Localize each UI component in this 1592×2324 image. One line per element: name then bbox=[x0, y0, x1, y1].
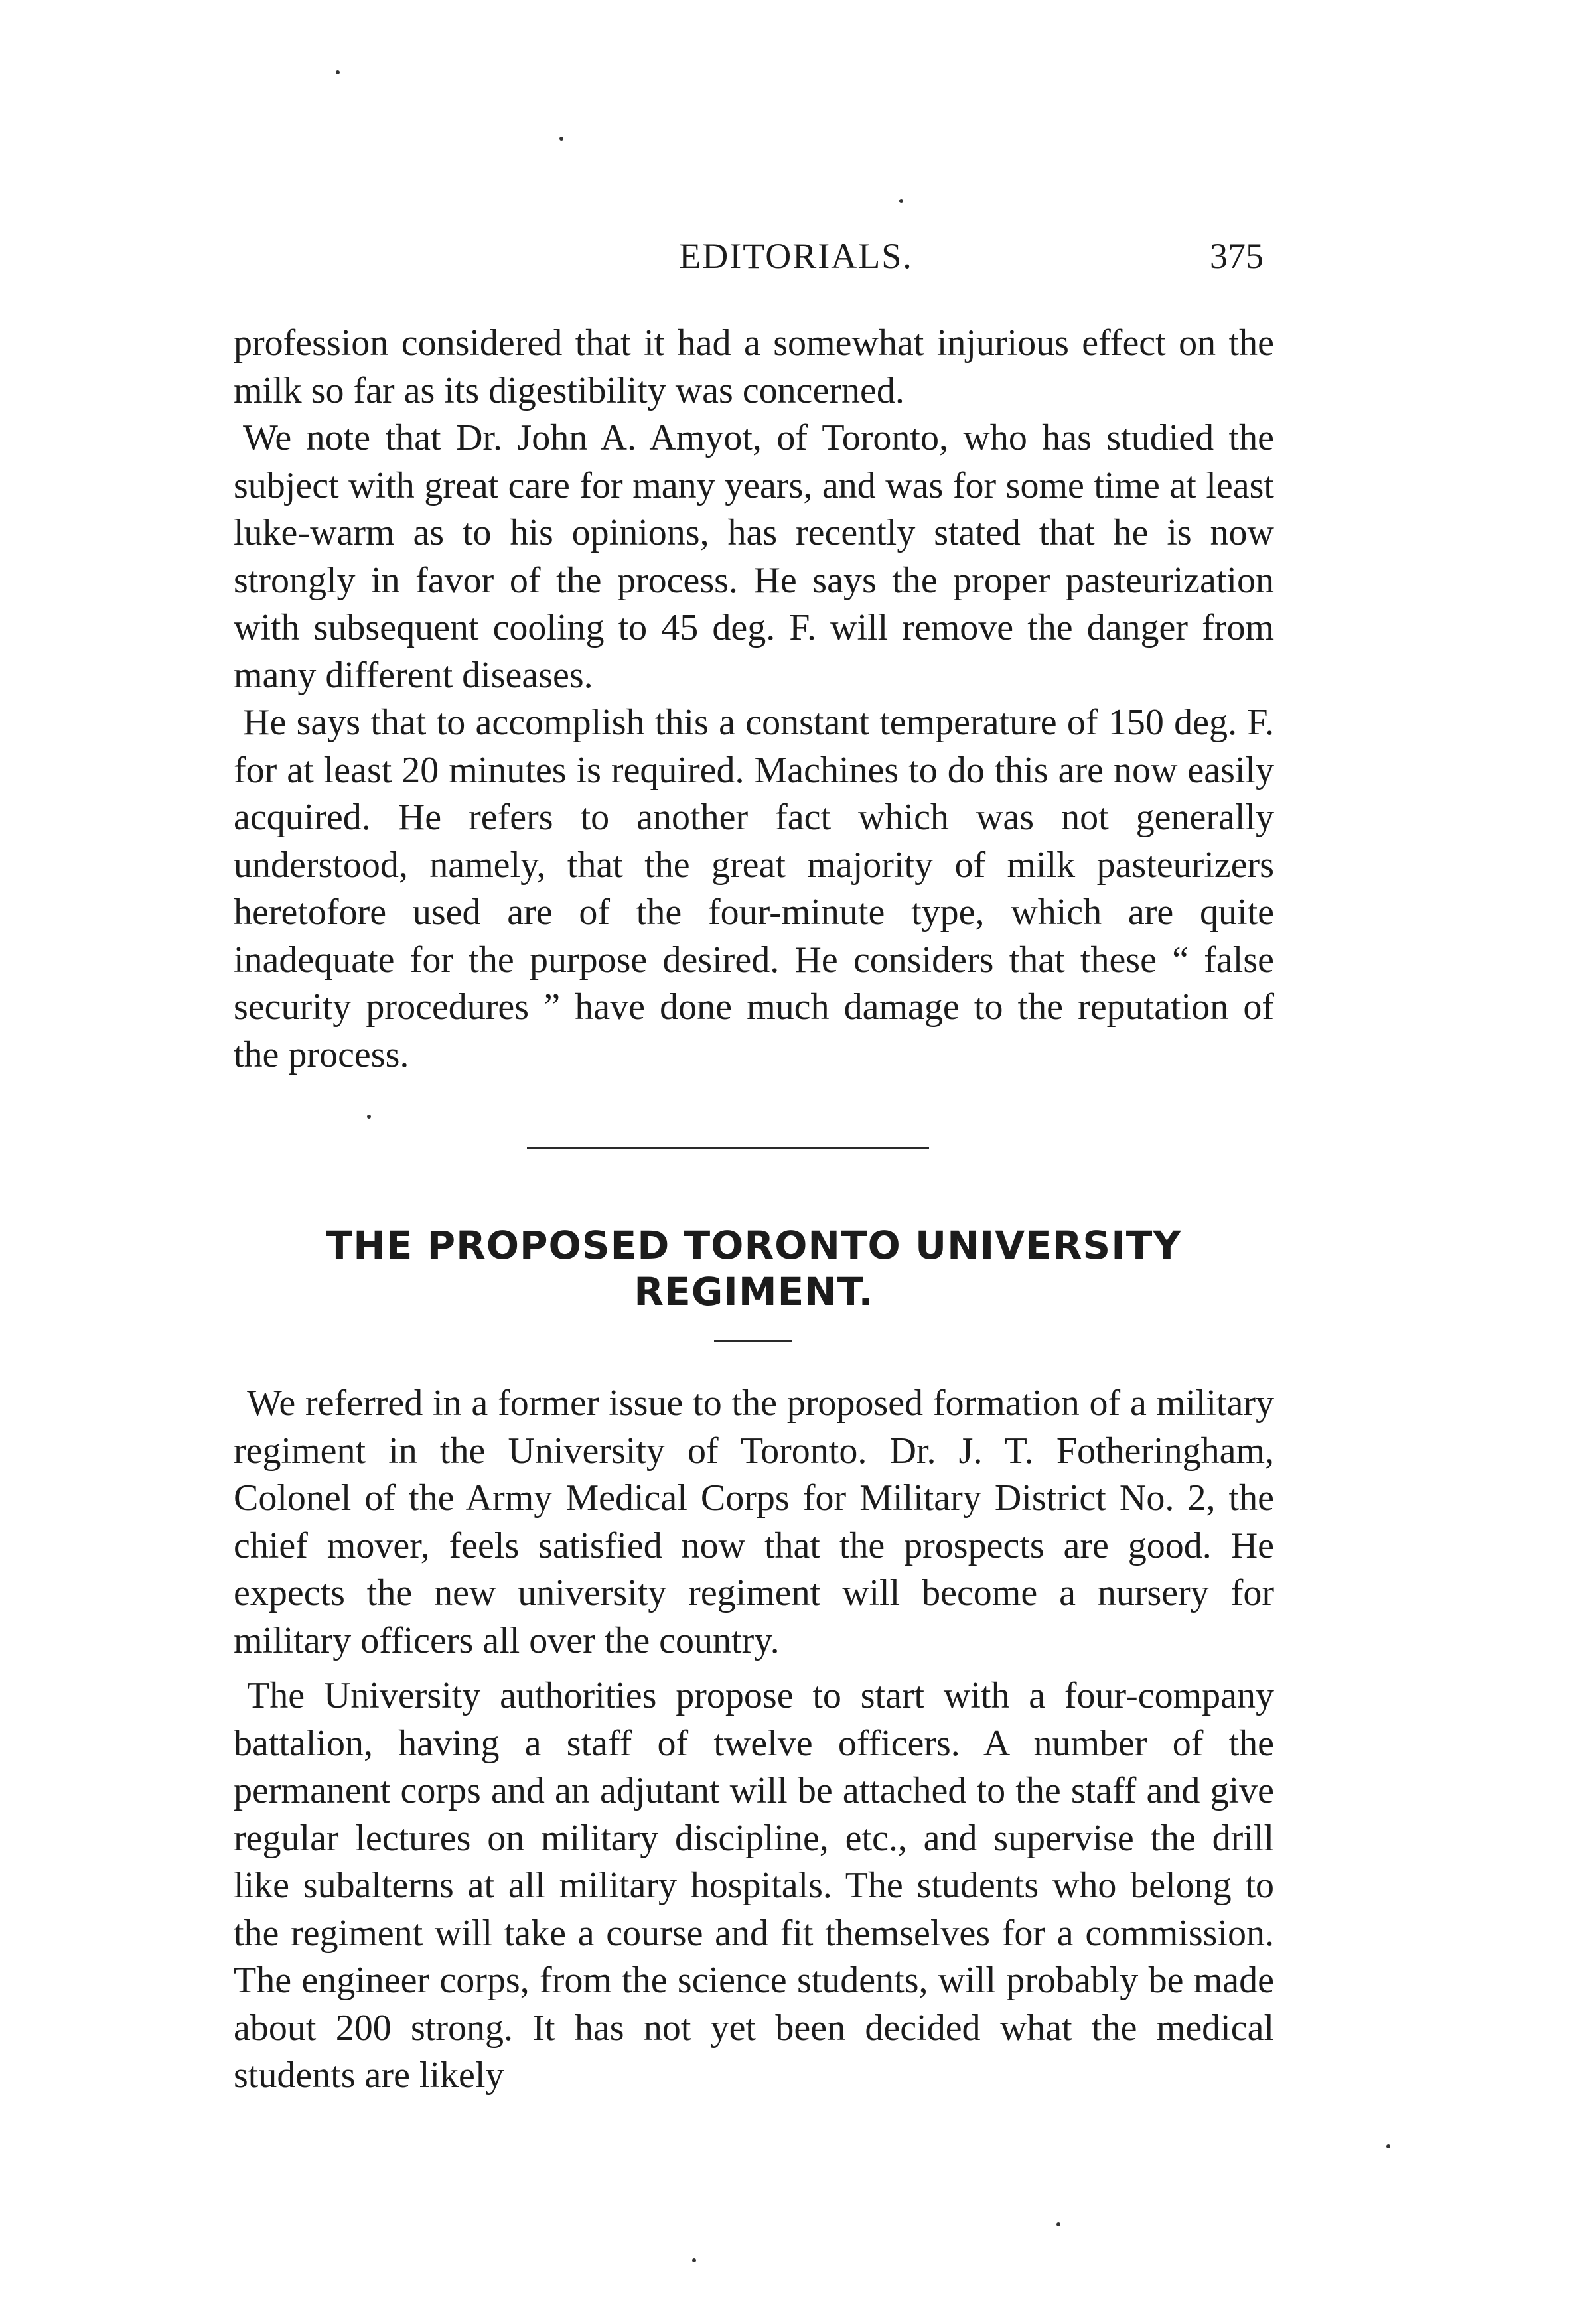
print-speck bbox=[559, 137, 563, 141]
print-speck bbox=[336, 70, 340, 74]
paragraph: We note that Dr. John A. Amyot, of Toronto, who has studied the subject with great care for many years, and was for some time at least luke-warm as to his opinions, has recently stated that he is now strongly in favor of the process. He says the proper pasteurization with subsequent cooling to 45 deg. F. will remove the danger from many different diseases. bbox=[234, 417, 1274, 696]
print-speck bbox=[367, 1115, 371, 1119]
page-number: 375 bbox=[1210, 236, 1264, 276]
previous-article-text bbox=[234, 320, 1274, 1079]
article-title-line: REGIMENT. bbox=[634, 1269, 874, 1314]
title-divider bbox=[714, 1340, 792, 1342]
running-head: EDITORIALS. bbox=[679, 236, 913, 276]
print-speck bbox=[1056, 2222, 1060, 2226]
paragraph: profession considered that it had a somewhat injurious effect on the milk so far as its digestibility was concerned. bbox=[234, 322, 1274, 411]
section-divider bbox=[527, 1147, 929, 1149]
article-title bbox=[234, 1222, 1274, 1315]
article-text bbox=[234, 1380, 1274, 2100]
paragraph: We referred in a former issue to the proposed formation of a military regiment in the University of Toronto. Dr. J. T. Fotheringham, Colonel of the Army Medical Corps for Military District No. 2, the chief mover, feels satisfied now that the prospects are good. He expects the new university regiment will become a nursery for military officers all over the country. bbox=[234, 1383, 1274, 1661]
page-header bbox=[0, 236, 1592, 289]
paragraph: He says that to accomplish this a constant temperature of 150 deg. F. for at least 20 minutes is required. Machines to do this are now easily acquired. He refers to another fact which was not generally understood, namely, that the great majority of milk pasteurizers heretofore used are of the four-minute type, which are quite inadequate for the purpose desired. He considers that these “ false security procedures ” have done much damage to the reputation of the process. bbox=[234, 702, 1274, 1075]
article-title-line: THE PROPOSED TORONTO UNIVERSITY bbox=[326, 1223, 1182, 1268]
print-speck bbox=[1386, 2144, 1390, 2148]
print-speck bbox=[692, 2258, 696, 2262]
paragraph: The University authorities propose to start with a four-company battalion, having a staff of twelve officers. A number of the permanent corps and an adjutant will be attached to the staff and give regular lectures on military discipline, etc., and supervise the drill like subalterns at all military hospitals. The students who belong to the regiment will take a course and fit themselves for a commission. The engineer corps, from the science students, will probably be made about 200 strong. It has not yet been decided what the medical students are likely bbox=[234, 1675, 1274, 2096]
print-speck bbox=[899, 199, 903, 203]
